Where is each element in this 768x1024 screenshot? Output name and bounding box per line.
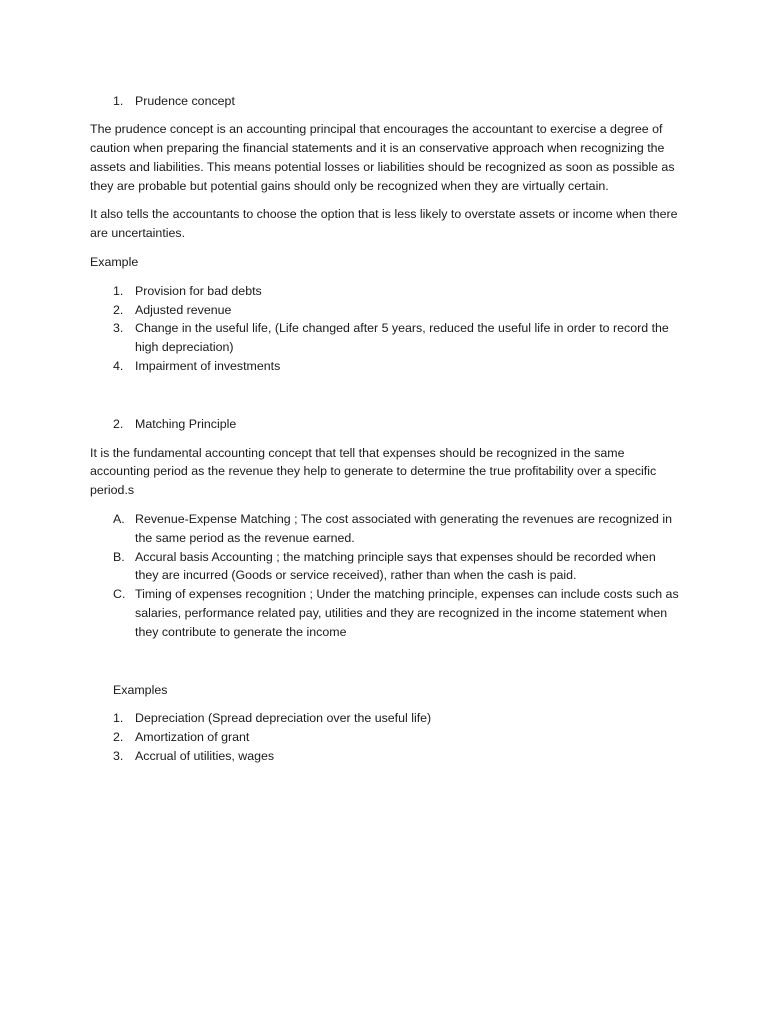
list-item-text: Adjusted revenue — [135, 302, 232, 317]
section-1-heading — [113, 92, 680, 111]
list-marker: 2. — [113, 730, 124, 745]
list-item-text: Change in the useful life, (Life changed after 5 years, reduced the useful life in order to record the high depreciation) — [135, 321, 669, 355]
list-marker: A. — [113, 512, 125, 527]
document-page — [90, 92, 680, 766]
list-item — [113, 301, 680, 320]
section-2-number: 2. — [113, 416, 124, 431]
list-item — [113, 548, 680, 586]
list-marker: 2. — [113, 302, 124, 317]
list-item — [113, 709, 680, 728]
matching-examples-label: Examples — [113, 682, 168, 697]
section-2-heading — [113, 415, 680, 434]
list-marker: 3. — [113, 321, 124, 336]
list-marker: 4. — [113, 359, 124, 374]
matching-example-list — [90, 709, 680, 765]
matching-paragraph-1: It is the fundamental accounting concept that tell that expenses should be recognized in the same accounting period as the revenue they help to generate to determine the true profitability over a specific period.s — [90, 445, 657, 498]
list-marker: 3. — [113, 749, 124, 764]
section-1-title: Prudence concept — [135, 94, 235, 108]
list-item-text: Accrual of utilities, wages — [135, 749, 275, 764]
list-item-text: Impairment of investments — [135, 359, 281, 374]
list-item — [113, 282, 680, 301]
matching-points-list — [90, 510, 680, 642]
prudence-example-label: Example — [90, 255, 139, 270]
prudence-paragraph-2: It also tells the accountants to choose the option that is less likely to overstate assets or income when there are uncertainties. — [90, 207, 678, 241]
list-item — [113, 728, 680, 747]
list-item-text: Revenue-Expense Matching ; The cost associated with generating the revenues are recognized in the same period as the revenue earned. — [135, 512, 673, 545]
list-item-text: Accural basis Accounting ; the matching principle says that expenses should be recorded when they are incurred (Goods or service received), rather than when the cash is paid. — [135, 549, 656, 583]
list-item — [113, 747, 680, 766]
list-item-text: Provision for bad debts — [135, 283, 262, 298]
list-marker: 1. — [113, 283, 124, 298]
prudence-paragraph-1: The prudence concept is an accounting principal that encourages the accountant to exercise a degree of caution when preparing the financial statements and it is an conservative approach when recognizing the assets and liabilities. This means potential losses or liabilities should be recognized as soon as possible as they are probable but potential gains should only be recognized when they are virtually certain. — [90, 122, 675, 193]
list-item-text: Timing of expenses recognition ; Under the matching principle, expenses can include costs such as salaries, performance related pay, utilities and they are recognized in the income statement when they contribute to generate the income — [135, 587, 679, 639]
list-item — [113, 319, 680, 357]
prudence-example-list — [90, 282, 680, 376]
section-1-number: 1. — [113, 94, 124, 108]
list-marker: B. — [113, 549, 125, 564]
list-item — [113, 357, 680, 376]
list-marker: 1. — [113, 711, 124, 726]
list-item — [113, 510, 680, 548]
list-item-text: Amortization of grant — [135, 730, 250, 745]
section-2-title: Matching Principle — [135, 416, 237, 431]
list-item — [113, 585, 680, 641]
list-marker: C. — [113, 587, 126, 602]
list-item-text: Depreciation (Spread depreciation over the useful life) — [135, 711, 432, 726]
